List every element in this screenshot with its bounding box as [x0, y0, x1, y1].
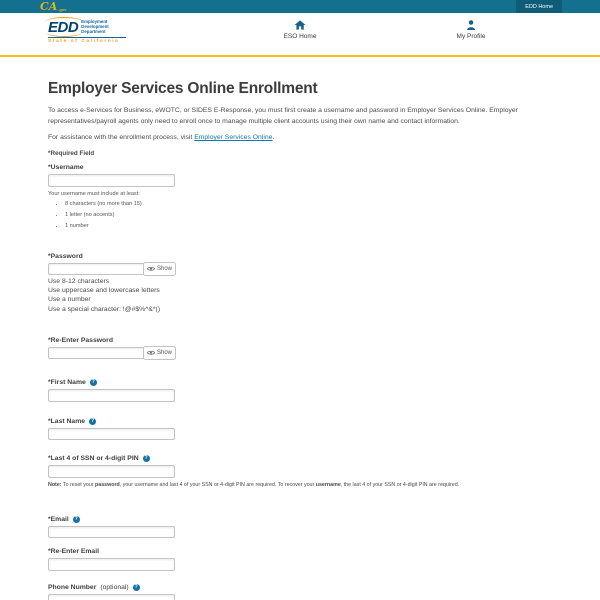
first-name-label: *First Name: [48, 379, 86, 387]
username-hint-item: • 8 characters (no more than 15): [65, 201, 552, 207]
email-label: *Email: [48, 515, 69, 523]
password-rule: Use a special character: !@#$%^&*(): [48, 305, 161, 313]
username-group: [48, 164, 552, 229]
phone-label: Phone Number: [48, 583, 97, 591]
page-title: Employer Services Online Enrollment: [48, 80, 318, 97]
required-field-legend: *Required Field: [48, 150, 95, 158]
employer-services-online-link[interactable]: Employer Services Online: [194, 134, 273, 142]
email-group: [48, 516, 552, 539]
password-rule: Use 8-12 characters: [48, 278, 110, 286]
reenter-email-group: [48, 548, 552, 571]
edd-logo-acronym: EDD: [48, 18, 79, 36]
username-input[interactable]: [48, 174, 175, 187]
assistance-prefix: For assistance with the enrollment process, visit: [48, 134, 195, 142]
eye-icon: [147, 350, 155, 356]
ssn-pin-label: *Last 4 of SSN or 4-digit PIN: [48, 455, 139, 463]
username-hint-list: [48, 201, 552, 229]
edd-logo-line3: Department: [81, 29, 106, 35]
password-field: [48, 263, 175, 276]
first-name-input[interactable]: [48, 389, 175, 402]
password-group: [48, 253, 552, 314]
intro-paragraph: To access e-Services for Business, eWOTC, or SIDES E-Response, you must first create a username and password in Employer Services Online. Employer representatives/payroll agents only need to enroll once to manage multiple client accounts using their own name and contact information.: [48, 107, 518, 125]
nav-eso-home-label: ESO Home: [283, 33, 317, 40]
ssn-pin-help-icon[interactable]: ?: [144, 455, 148, 462]
first-name-help-icon[interactable]: ?: [91, 379, 95, 386]
password-show-label: Show: [156, 265, 172, 272]
main-content: [0, 80, 600, 600]
nav-my-profile-label: My Profile: [456, 33, 486, 40]
first-name-group: [48, 379, 552, 402]
assistance-line: [48, 134, 552, 141]
phone-input[interactable]: [48, 594, 175, 600]
email-input[interactable]: [48, 526, 175, 539]
reenter-password-show-label: Show: [156, 350, 172, 357]
last-name-group: [48, 418, 552, 441]
ca-gov-logo-gov: .gov: [58, 7, 67, 12]
edd-logo-line2: Development: [81, 24, 109, 30]
home-icon: [295, 20, 306, 30]
ssn-pin-input[interactable]: [48, 465, 175, 478]
username-hint-item: • 1 number: [65, 223, 552, 229]
username-hint-item: • 1 letter (no accents): [65, 212, 552, 218]
reenter-password-show-button[interactable]: [143, 346, 176, 361]
site-header: [0, 13, 600, 57]
email-help-icon[interactable]: ?: [74, 515, 78, 522]
ssn-pin-note: Note: To reset your password, your username and last 4 of your SSN or 4-digit PIN are required. To recover your username, the last 4 of your SSN or 4-digit PIN are required.: [48, 481, 460, 488]
password-rules: [48, 277, 552, 314]
phone-optional-label: (optional): [100, 583, 129, 591]
ca-gov-logo-ca: CA: [40, 0, 58, 13]
reenter-password-label: *Re-Enter Password: [48, 336, 113, 344]
last-name-help-icon[interactable]: ?: [91, 417, 95, 424]
topbar: [0, 0, 600, 13]
phone-help-icon[interactable]: ?: [134, 583, 138, 590]
assistance-suffix: .: [272, 134, 275, 142]
person-icon: [466, 20, 477, 30]
username-label: *Username: [48, 164, 84, 172]
edd-logo: [48, 19, 126, 44]
last-name-input[interactable]: [48, 428, 175, 441]
password-show-button[interactable]: [143, 262, 176, 277]
eye-icon: [147, 266, 155, 272]
ca-gov-logo[interactable]: [40, 0, 67, 13]
password-rule: Use uppercase and lowercase letters: [48, 287, 160, 295]
reenter-email-input[interactable]: [48, 558, 175, 571]
reenter-password-group: [48, 337, 552, 360]
edd-logo-line1: Employment: [81, 19, 108, 24]
password-label: *Password: [48, 252, 83, 260]
password-rule: Use a number: [48, 296, 91, 304]
nav-eso-home[interactable]: [284, 20, 317, 40]
username-hint-title: Your username must include at least:: [48, 190, 140, 197]
edd-logo-tagline: State of California: [48, 37, 126, 45]
reenter-email-label: *Re-Enter Email: [48, 548, 99, 556]
nav-my-profile[interactable]: [457, 20, 486, 40]
last-name-label: *Last Name: [48, 417, 86, 425]
edd-home-button[interactable]: EDD Home: [516, 0, 562, 13]
reenter-password-field: [48, 347, 175, 360]
phone-group: [48, 584, 552, 600]
ssn-pin-group: [48, 455, 552, 488]
